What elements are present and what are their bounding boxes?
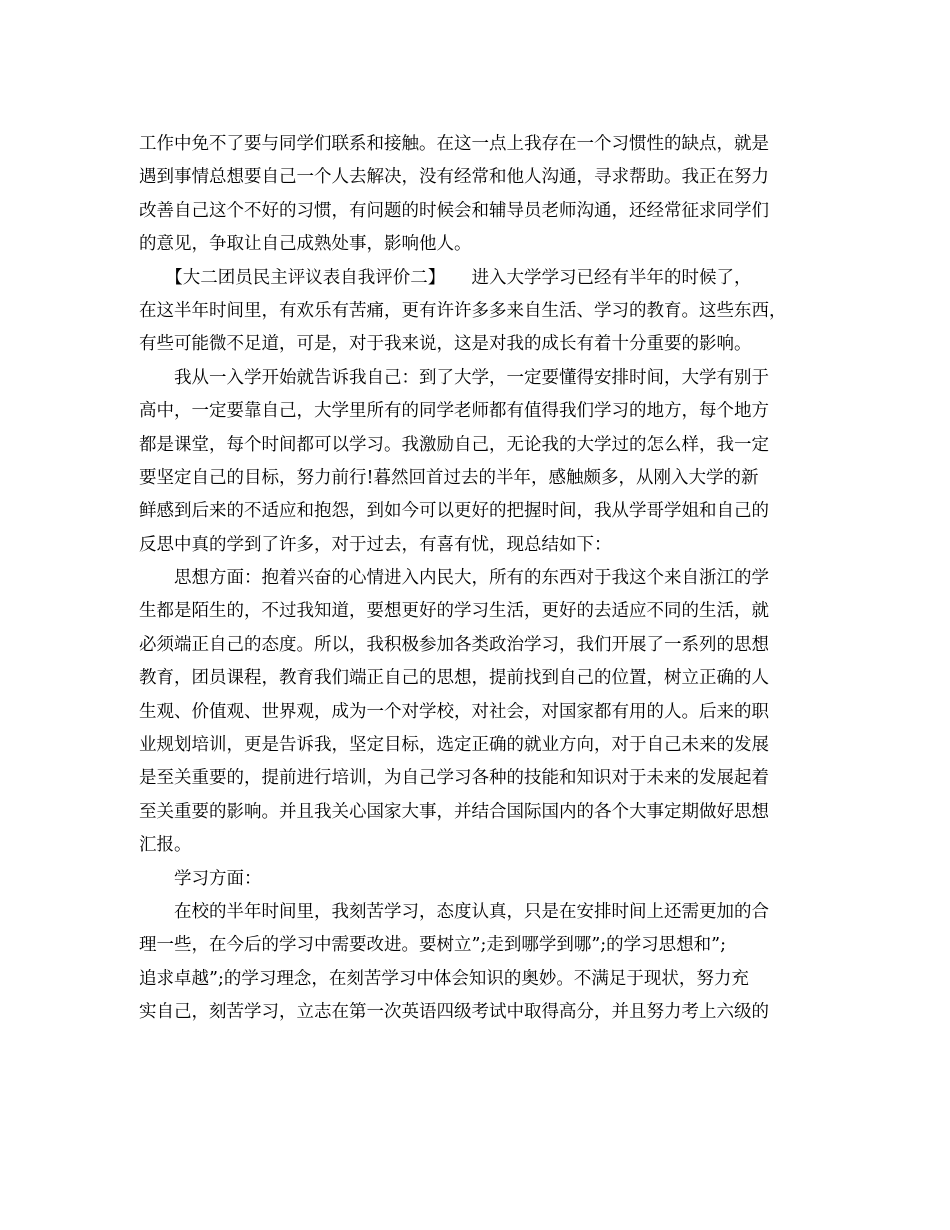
text-line: 必须端正自己的态度。所以，我积极参加各类政治学习，我们开展了一系列的思想 <box>139 634 769 655</box>
text-line: 追求卓越”;的学习理念，在刻苦学习中体会知识的奥妙。不满足于现状，努力充 <box>139 968 749 989</box>
body-text <box>139 128 819 1030</box>
text-line: 鲜感到后来的不适应和抱怨，到如今可以更好的把握时间，我从学哥学姐和自己的 <box>139 501 769 522</box>
text-line: 有些可能微不足道，可是，对于我来说，这是对我的成长有着十分重要的影响。 <box>139 334 752 355</box>
text-line: 实自己，刻苦学习，立志在第一次英语四级考试中取得高分，并且努力考上六级的 <box>139 1002 769 1023</box>
text-line: 理一些，在今后的学习中需要改进。要树立”;走到哪学到哪”;的学习思想和”; <box>139 935 727 956</box>
text-line: 都是课堂，每个时间都可以学习。我激励自己，无论我的大学过的怎么样，我一定 <box>139 434 769 455</box>
text-line: 遇到事情总想要自己一个人去解决，没有经常和他人沟通，寻求帮助。我正在努力 <box>139 167 769 188</box>
section-heading-line: 【大二团员民主评议表自我评价二】 进入大学学习已经有半年的时候了， <box>139 267 752 288</box>
text-line: 思想方面：抱着兴奋的心情进入内民大，所有的东西对于我这个来自浙江的学 <box>139 568 769 589</box>
text-line: 要坚定自己的目标，努力前行!暮然回首过去的半年，感触颇多，从刚入大学的新 <box>139 467 759 488</box>
text-line: 的意见，争取让自己成熟处事，影响他人。 <box>139 234 472 255</box>
text-line: 汇报。 <box>139 835 192 856</box>
text-line: 我从一入学开始就告诉我自己：到了大学，一定要懂得安排时间，大学有别于 <box>139 367 769 388</box>
text-line: 是至关重要的，提前进行培训，为自己学习各种的技能和知识对于未来的发展起着 <box>139 768 769 789</box>
text-line: 教育，团员课程，教育我们端正自己的思想，提前找到自己的位置，树立正确的人 <box>139 668 769 689</box>
text-line: 改善自己这个不好的习惯，有问题的时候会和辅导员老师沟通，还经常征求同学们 <box>139 200 769 221</box>
text-line: 在校的半年时间里，我刻苦学习，态度认真，只是在安排时间上还需更加的合 <box>139 901 769 922</box>
text-line: 业规划培训，更是告诉我，坚定目标，选定正确的就业方向，对于自己未来的发展 <box>139 735 769 756</box>
text-line: 工作中免不了要与同学们联系和接触。在这一点上我存在一个习惯性的缺点，就是 <box>139 134 769 154</box>
text-line: 反思中真的学到了许多，对于过去，有喜有忧，现总结如下： <box>139 534 612 555</box>
text-line: 在这半年时间里，有欢乐有苦痛，更有许许多多来自生活、学习的教育。这些东西， <box>139 300 787 321</box>
text-line: 高中，一定要靠自己，大学里所有的同学老师都有值得我们学习的地方，每个地方 <box>139 401 769 422</box>
section-label-line: 学习方面： <box>139 868 262 889</box>
text-line: 生观、价值观、世界观，成为一个对学校，对社会，对国家都有用的人。后来的职 <box>139 701 769 722</box>
text-line: 至关重要的影响。并且我关心国家大事，并结合国际国内的各个大事定期做好思想 <box>139 801 769 822</box>
text-line: 生都是陌生的，不过我知道，要想更好的学习生活，更好的去适应不同的生活，就 <box>139 601 769 622</box>
